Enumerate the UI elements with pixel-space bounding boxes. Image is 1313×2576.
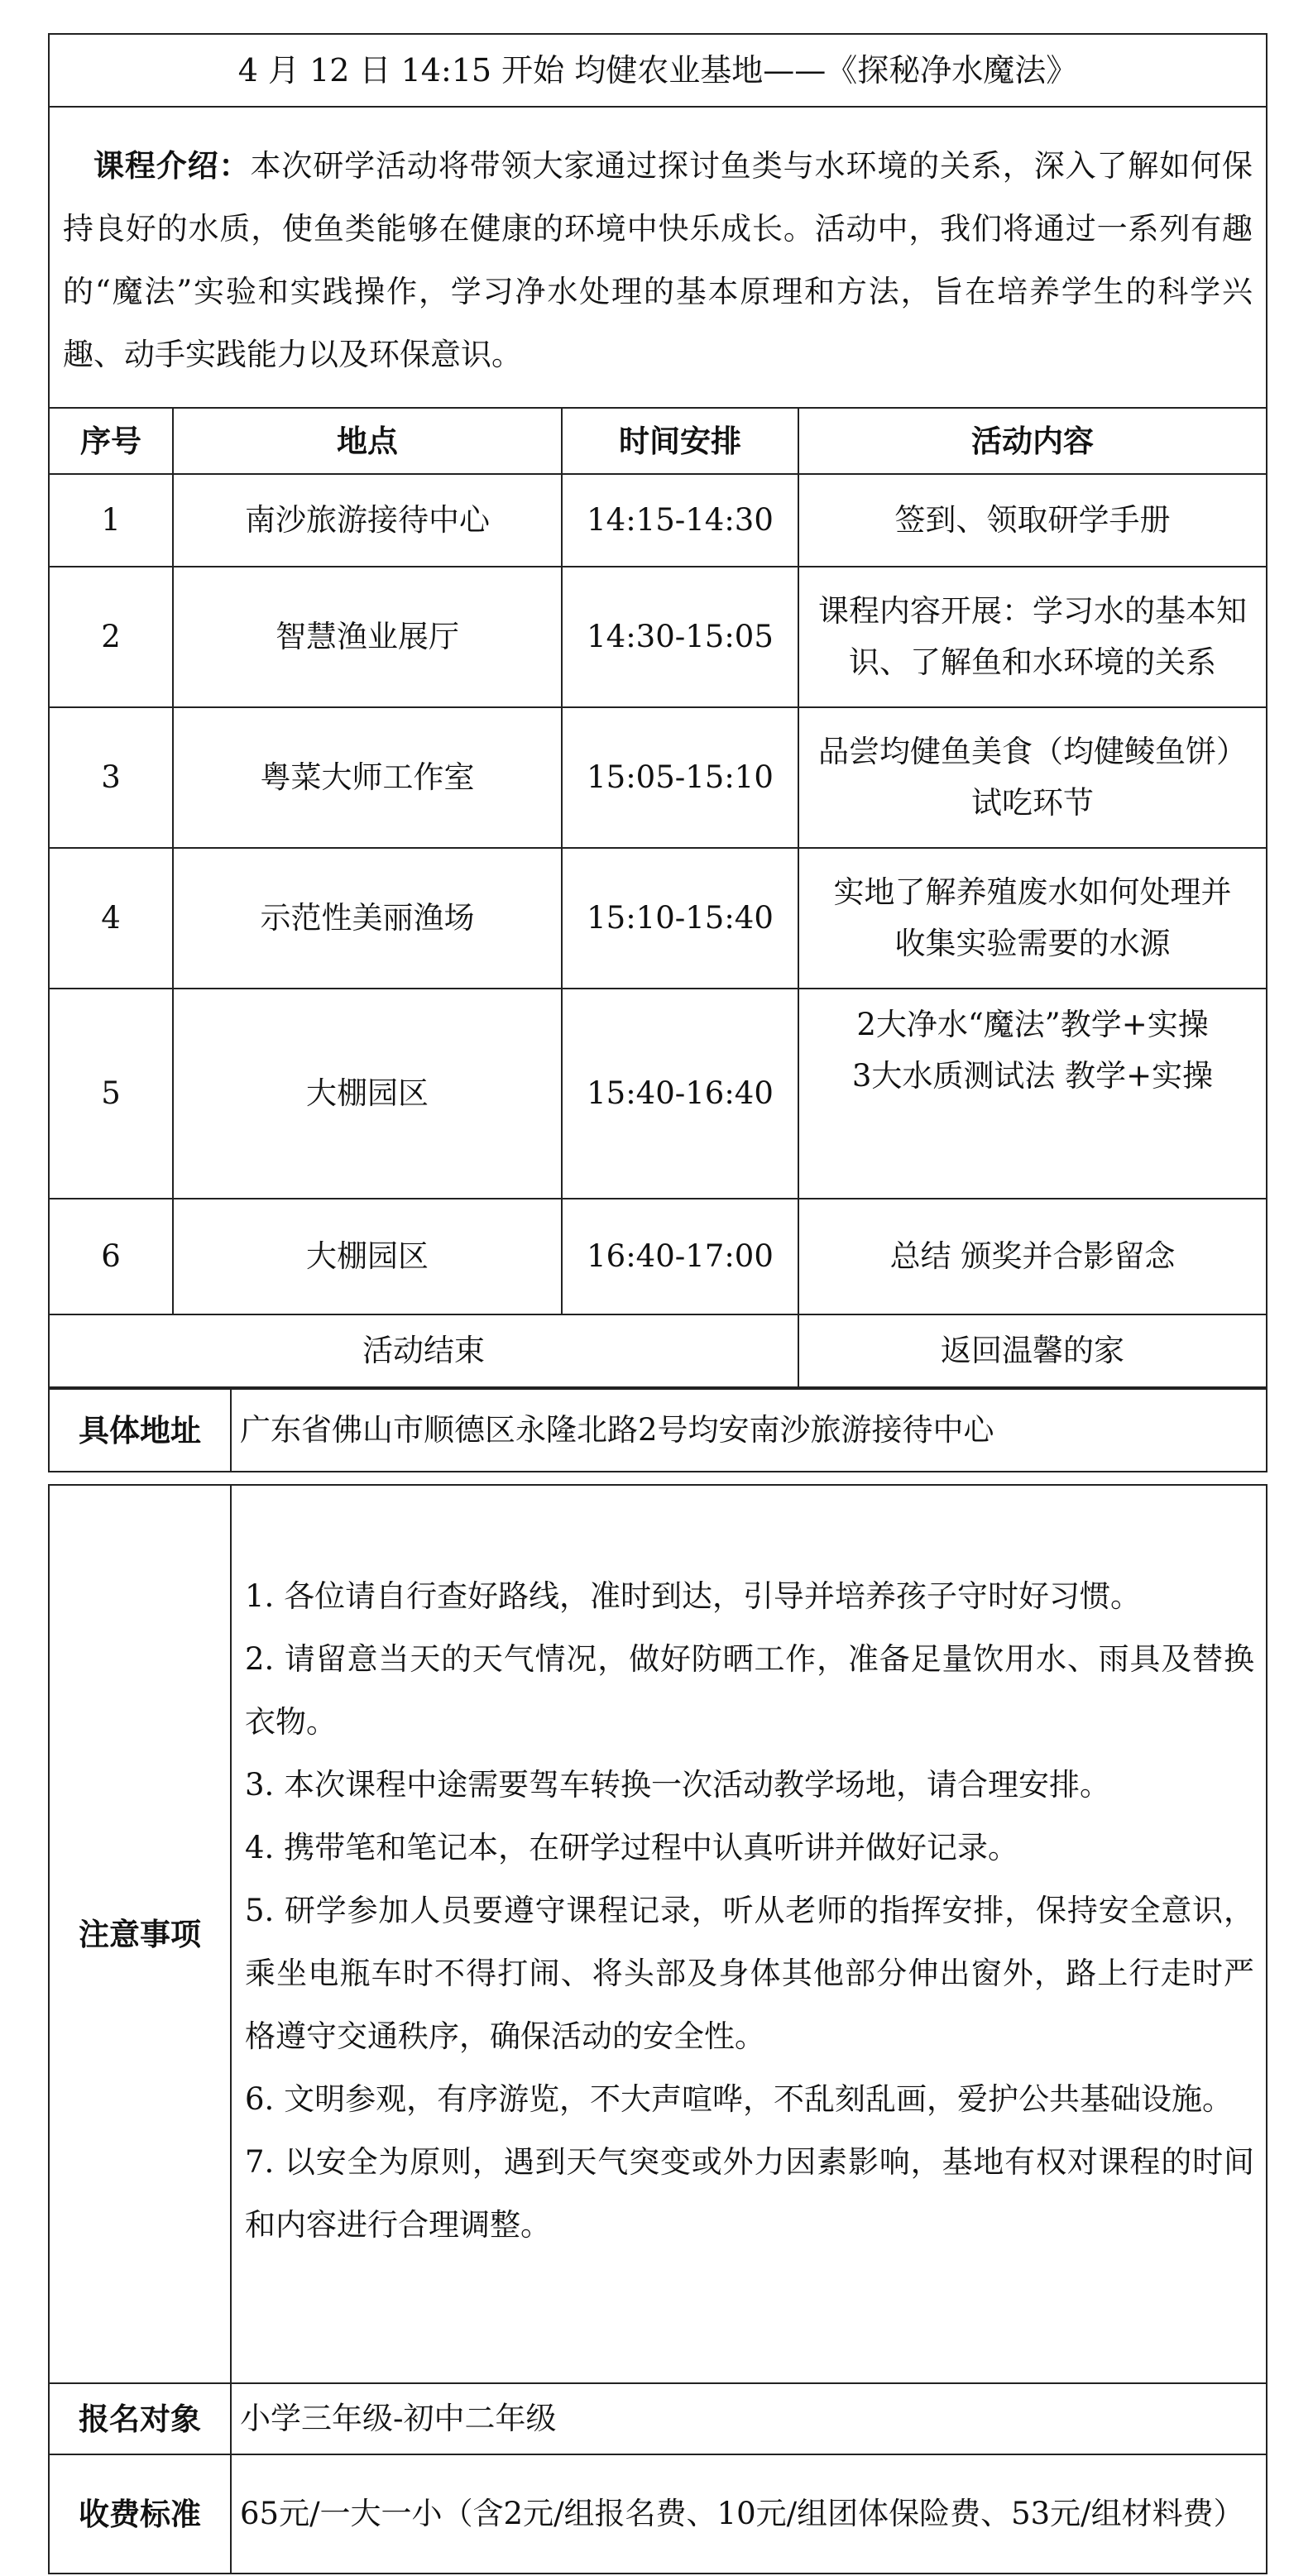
- row-activity: 品尝均健鱼美食（均健鲮鱼饼） 试吃环节: [798, 707, 1267, 848]
- list-item: 7. 以安全为原则，遇到天气突变或外力因素影响，基地有权对课程的时间和内容进行合理调整。: [245, 2144, 1254, 2243]
- fee-row: [49, 2454, 1267, 2574]
- address-value: 广东省佛山市顺德区永隆北路2号均安南沙旅游接待中心: [231, 1389, 1267, 1472]
- row-place: 大棚园区: [173, 989, 562, 1199]
- row-activity: 签到、领取研学手册: [798, 474, 1267, 567]
- row-activity: 2大净水“魔法”教学+实操 3大水质测试法 教学+实操: [798, 989, 1267, 1199]
- row-place: 大棚园区: [173, 1199, 562, 1314]
- row-time: 15:10-15:40: [562, 848, 798, 989]
- table-row: [49, 1199, 1267, 1314]
- row-place: 智慧渔业展厅: [173, 567, 562, 707]
- table-row: [49, 474, 1267, 567]
- address-table: [48, 1388, 1267, 1472]
- schedule-header-row: [49, 408, 1267, 474]
- list-item: 6. 文明参观，有序游览，不大声喧哗，不乱刻乱画，爱护公共基础设施。: [245, 2081, 1234, 2117]
- row-no: 4: [49, 848, 173, 989]
- row-time: 15:05-15:10: [562, 707, 798, 848]
- table-row: [49, 567, 1267, 707]
- address-label: 具体地址: [49, 1389, 231, 1472]
- notice-label: 注意事项: [49, 1485, 231, 2383]
- row-no: 1: [49, 474, 173, 567]
- header-time: 时间安排: [562, 408, 798, 474]
- list-item: 4. 携带笔和笔记本，在研学过程中认真听讲并做好记录。: [245, 1830, 1019, 1865]
- enroll-row: [49, 2383, 1267, 2454]
- end-row: [49, 1314, 1267, 1387]
- row-activity: 总结 颁奖并合影留念: [798, 1199, 1267, 1314]
- table-row: [49, 989, 1267, 1199]
- row-no: 6: [49, 1199, 173, 1314]
- row-place: 粤菜大师工作室: [173, 707, 562, 848]
- address-row: [49, 1389, 1267, 1472]
- end-left: 活动结束: [49, 1314, 798, 1387]
- row-place: 南沙旅游接待中心: [173, 474, 562, 567]
- row-activity: 课程内容开展：学习水的基本知 识、了解鱼和水环境的关系: [798, 567, 1267, 707]
- fee-value: 65元/一大一小（含2元/组报名费、10元/组团体保险费、53元/组材料费）: [231, 2454, 1267, 2574]
- fee-label: 收费标准: [49, 2454, 231, 2574]
- intro-row: [49, 107, 1267, 408]
- row-activity: 实地了解养殖废水如何处理并 收集实验需要的水源: [798, 848, 1267, 989]
- title-row: [49, 34, 1267, 107]
- schedule-table: [48, 33, 1267, 1388]
- course-intro: [49, 107, 1267, 408]
- document-page: [48, 33, 1266, 2574]
- list-item: 5. 研学参加人员要遵守课程记录，听从老师的指挥安排，保持安全意识，乘坐电瓶车时不得打闹、将头部及身体其他部分伸出窗外，路上行走时严格遵守交通秩序，确保活动的安全性。: [245, 1893, 1254, 2054]
- row-time: 14:30-15:05: [562, 567, 798, 707]
- row-time: 15:40-16:40: [562, 989, 798, 1199]
- intro-text: 本次研学活动将带领大家通过探讨鱼类与水环境的关系，深入了解如何保持良好的水质，使鱼类能够在健康的环境中快乐成长。活动中，我们将通过一系列有趣的“魔法”实验和实践操作，学习净水处理的基本原理和方法，旨在培养学生的科学兴趣、动手实践能力以及环保意识。: [63, 147, 1253, 372]
- page-title: 4 月 12 日 14:15 开始 均健农业基地——《探秘净水魔法》: [49, 34, 1267, 107]
- notice-list: [231, 1485, 1267, 2383]
- header-activity: 活动内容: [798, 408, 1267, 474]
- list-item: 1. 各位请自行查好路线，准时到达，引导并培养孩子守时好习惯。: [245, 1578, 1142, 1614]
- row-no: 2: [49, 567, 173, 707]
- enroll-label: 报名对象: [49, 2383, 231, 2454]
- row-no: 3: [49, 707, 173, 848]
- end-right: 返回温馨的家: [798, 1314, 1267, 1387]
- table-row: [49, 848, 1267, 989]
- intro-label: 课程介绍：: [93, 146, 251, 184]
- row-place: 示范性美丽渔场: [173, 848, 562, 989]
- header-no: 序号: [49, 408, 173, 474]
- row-time: 14:15-14:30: [562, 474, 798, 567]
- row-no: 5: [49, 989, 173, 1199]
- notice-table: [48, 1484, 1267, 2574]
- header-place: 地点: [173, 408, 562, 474]
- enroll-value: 小学三年级-初中二年级: [231, 2383, 1267, 2454]
- list-item: 2. 请留意当天的天气情况，做好防晒工作，准备足量饮用水、雨具及替换衣物。: [245, 1641, 1254, 1740]
- table-row: [49, 707, 1267, 848]
- list-item: 3. 本次课程中途需要驾车转换一次活动教学场地，请合理安排。: [245, 1767, 1111, 1803]
- notice-row: [49, 1485, 1267, 2383]
- row-time: 16:40-17:00: [562, 1199, 798, 1314]
